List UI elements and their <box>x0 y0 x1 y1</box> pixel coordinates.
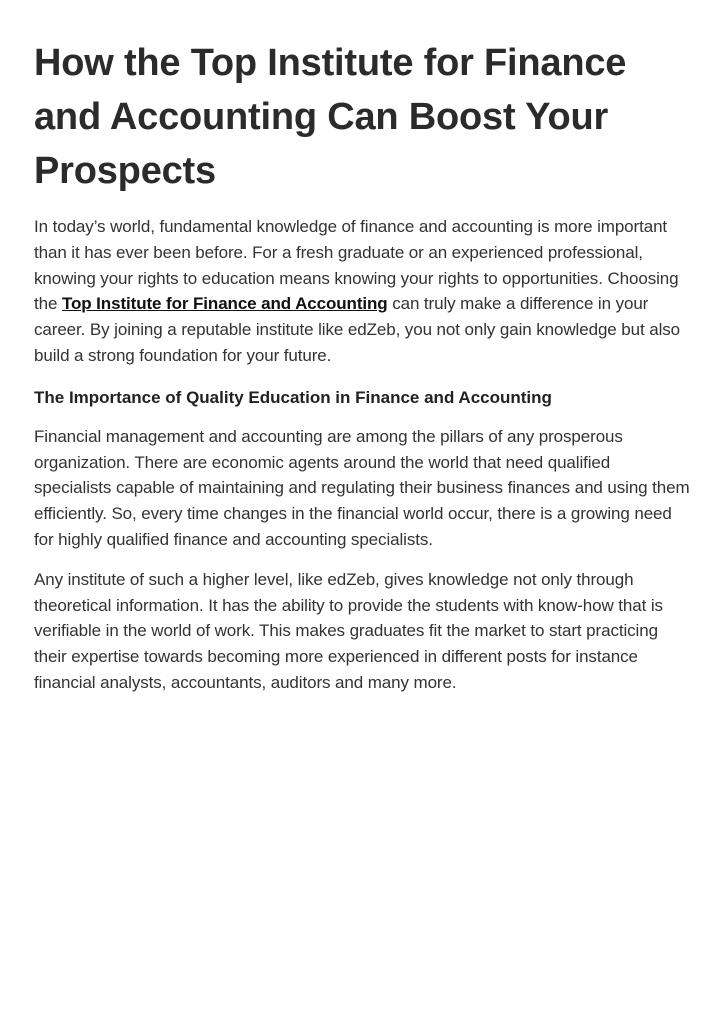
body-paragraph-3: Any institute of such a higher level, like edZeb, gives knowledge not only through theoretical information. It has the ability to provide the students with know-how that is verifiable in the world of work. This makes graduates fit the market to start practicing their expertise towards becoming more experienced in different posts for instance financial analysts, accountants, auditors and many more. <box>34 569 663 692</box>
intro-text-after-link: can truly make a difference in your career. By joining a reputable institute like edZeb, you not only gain knowledge but also build a strong foundation for your future. <box>34 294 681 365</box>
article-title: How the Top Institute for Finance and Accounting Can Boost Your Prospects <box>34 42 627 192</box>
top-institute-link[interactable]: Top Institute for Finance and Accounting <box>61 294 388 314</box>
body-paragraph-2: Financial management and accounting are among the pillars of any prosperous organization. There are economic agents around the world that need qualified specialists capable of maintaining and regulating their business finances and using them efficiently. So, every time changes in the financial world occur, there is a growing need for highly qualified finance and accounting specialists. <box>34 426 690 549</box>
intro-paragraph <box>34 214 690 369</box>
intro-text-before-link: In today’s world, fundamental knowledge of finance and accounting is more important than it has ever been before. For a fresh graduate or an experienced professional, knowing your rights to education means knowing your rights to opportunities. Choosing the <box>34 217 679 314</box>
section-heading: The Importance of Quality Education in Finance and Accounting <box>34 387 552 407</box>
